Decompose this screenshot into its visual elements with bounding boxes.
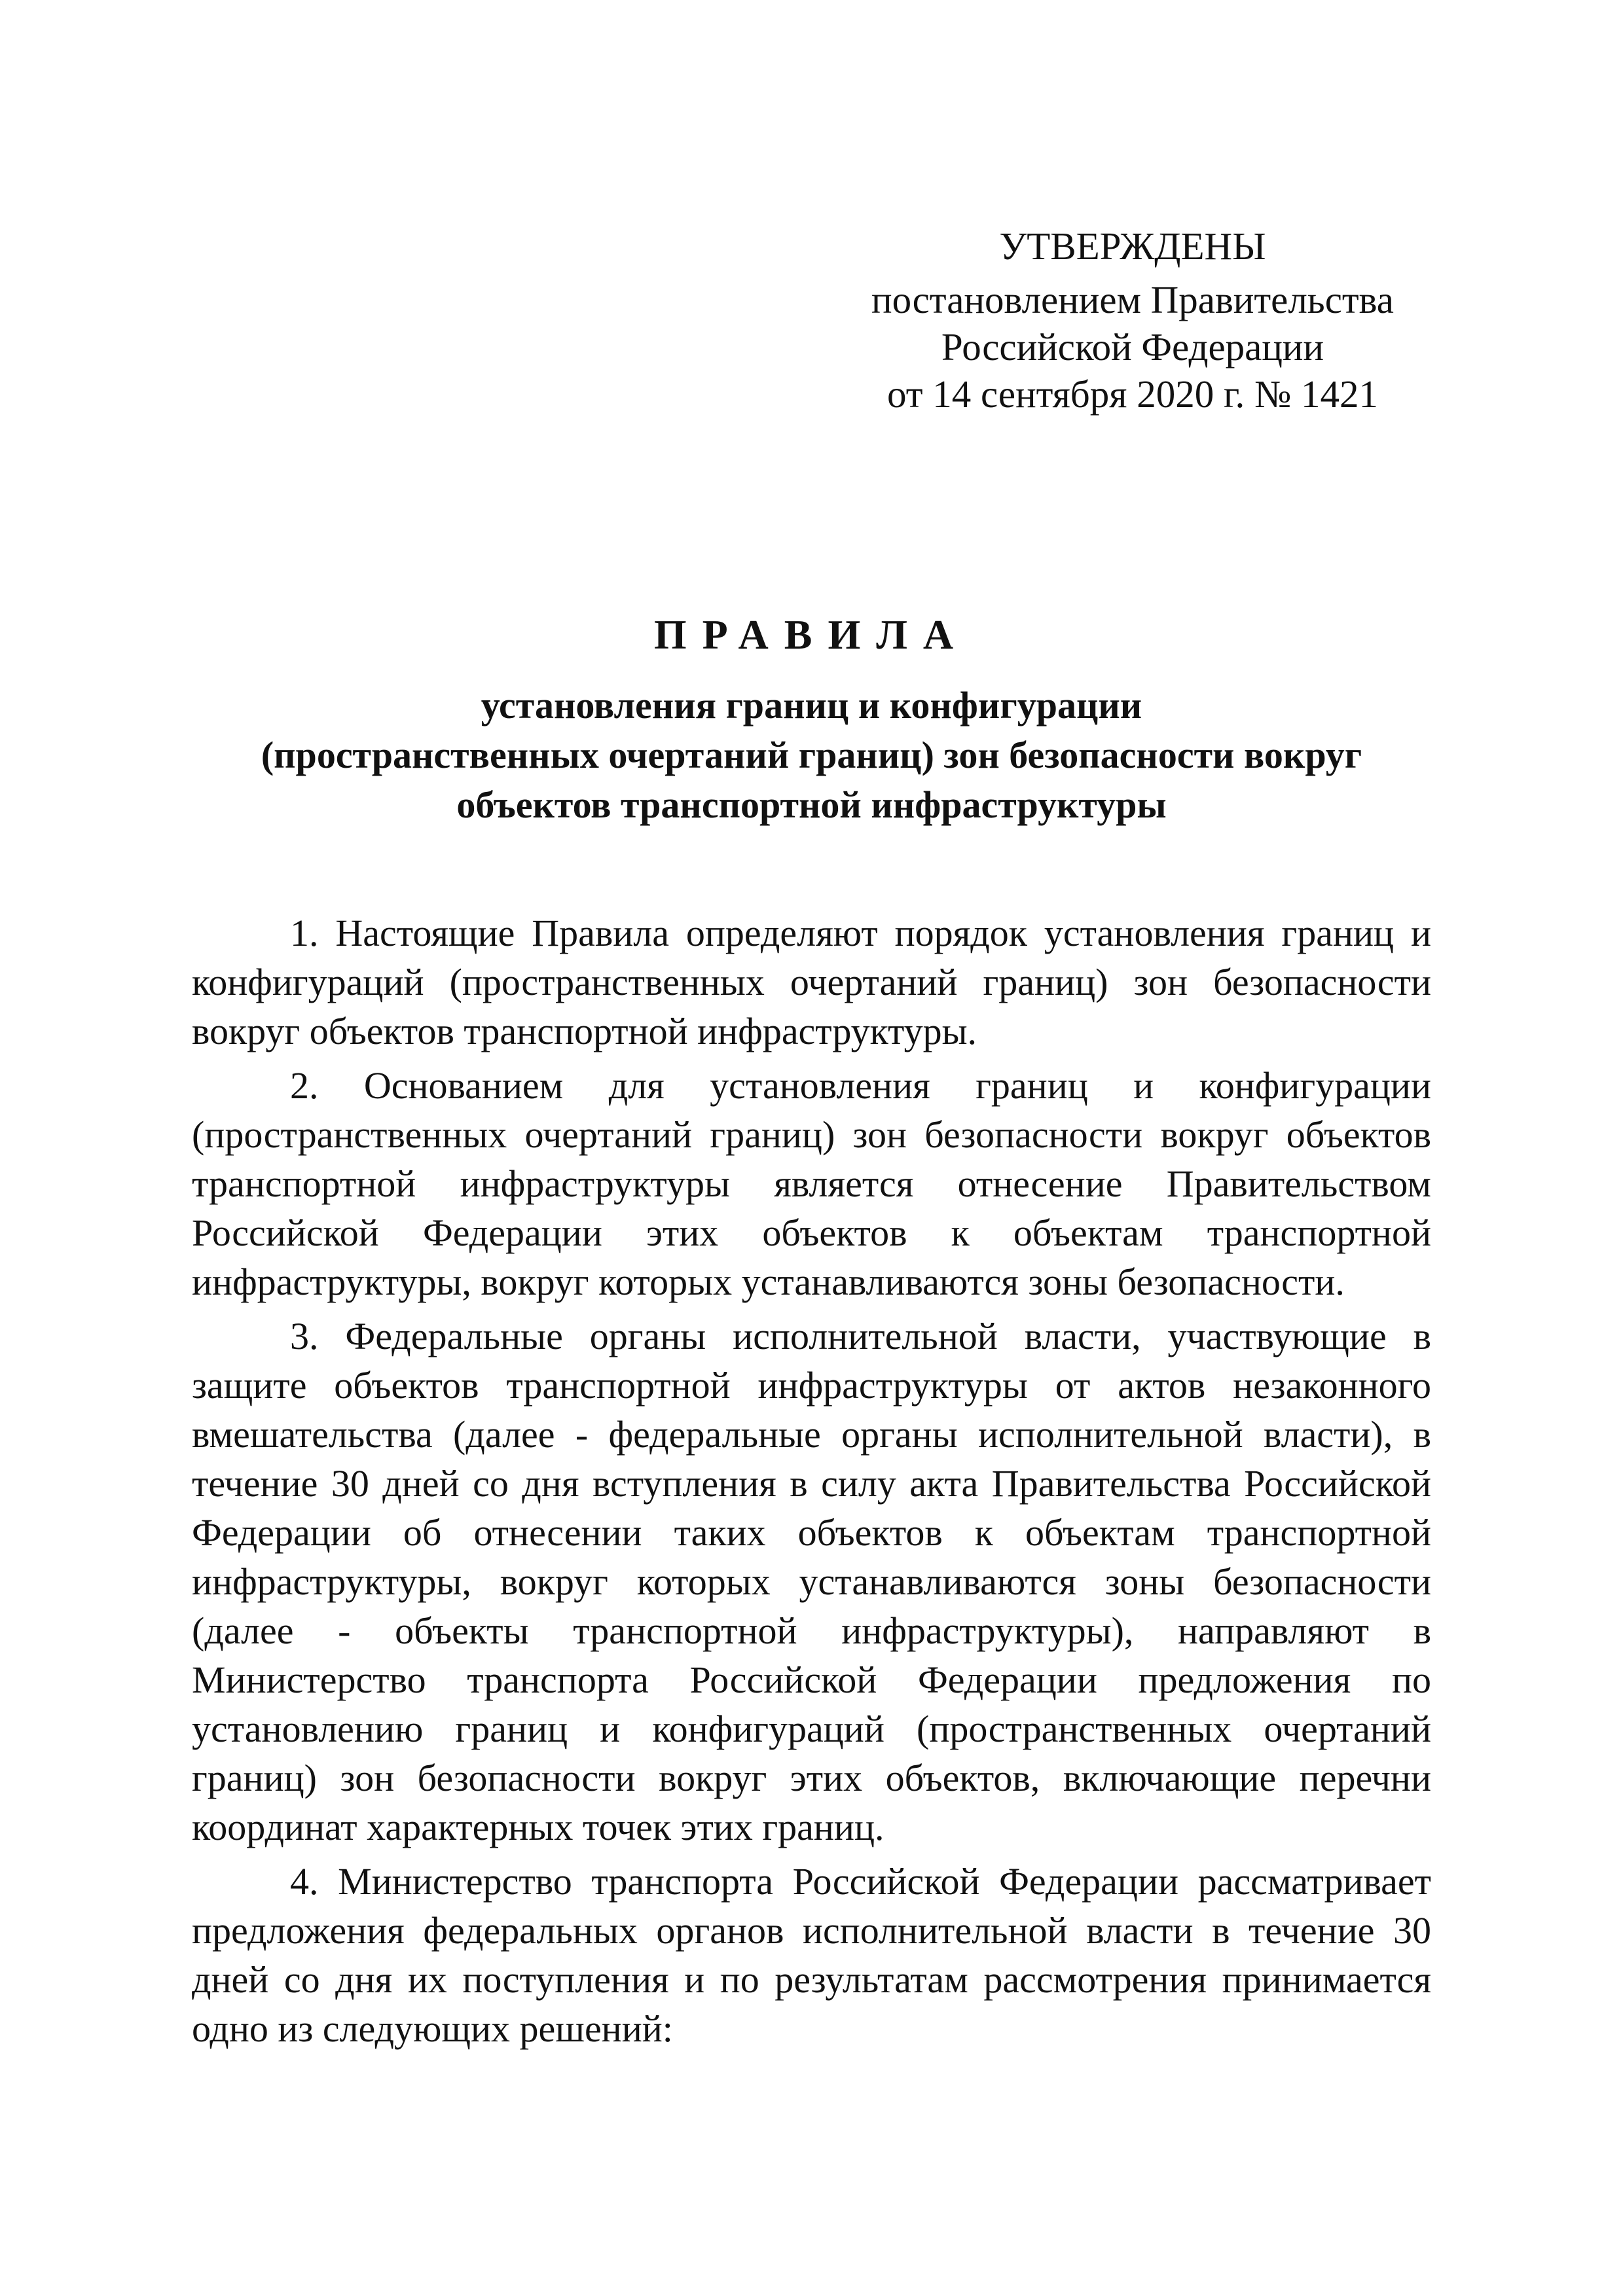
paragraph-3: 3. Федеральные органы исполнительной власти, участвующие в защите объектов транспортной инфраструктуры от актов незаконного вмешательства (далее - федеральные органы исполнительной власти), в течение 30 дней со дня вступления в силу акта Правительства Российской Федерации об отнесении таких объектов к объектам транспортной инфраструктуры, вокруг которых устанавливаются зоны безопасности (далее - объекты транспортной инфраструктуры), направляют в Министерство транспорта Российской Федерации предложения по установлению границ и конфигураций (пространственных очертаний границ) зон безопасности вокруг этих объектов, включающие перечни координат характерных точек этих границ. [192, 1315, 1431, 1848]
approval-line-1: постановлением Правительства [871, 278, 1394, 321]
document-title: ПРАВИЛА [653, 611, 970, 658]
paragraph-2: 2. Основанием для установления границ и конфигурации (пространственных очертаний границ) зон безопасности вокруг объектов транспортной инфраструктуры является отнесение Правительством Российской Федерации этих объектов к объектам транспортной инфраструктуры, вокруг которых устанавливаются зоны безопасности. [192, 1064, 1431, 1303]
approval-line-2: Российской Федерации [941, 325, 1324, 368]
paragraph-1: 1. Настоящие Правила определяют порядок установления границ и конфигураций (пространственных очертаний границ) зон безопасности вокруг объектов транспортной инфраструктуры. [192, 912, 1431, 1052]
approval-line-3: от 14 сентября 2020 г. № 1421 [886, 372, 1379, 416]
paragraph-4: 4. Министерство транспорта Российской Федерации рассматривает предложения федеральных органов исполнительной власти в течение 30 дней со дня их поступления и по результатам рассмотрения принимается одно из следующих решений: [192, 1860, 1431, 2050]
document-body [192, 908, 1431, 2058]
approved-heading: УТВЕРЖДЕНЫ [999, 224, 1266, 268]
document-title-block [192, 607, 1431, 830]
document-subtitle-line-1: установления границ и конфигурации [481, 684, 1142, 726]
document-subtitle-line-3: объектов транспортной инфраструктуры [456, 783, 1167, 826]
approval-stamp-block [838, 223, 1427, 418]
document-subtitle-line-2: (пространственных очертаний границ) зон безопасности вокруг [261, 734, 1362, 776]
